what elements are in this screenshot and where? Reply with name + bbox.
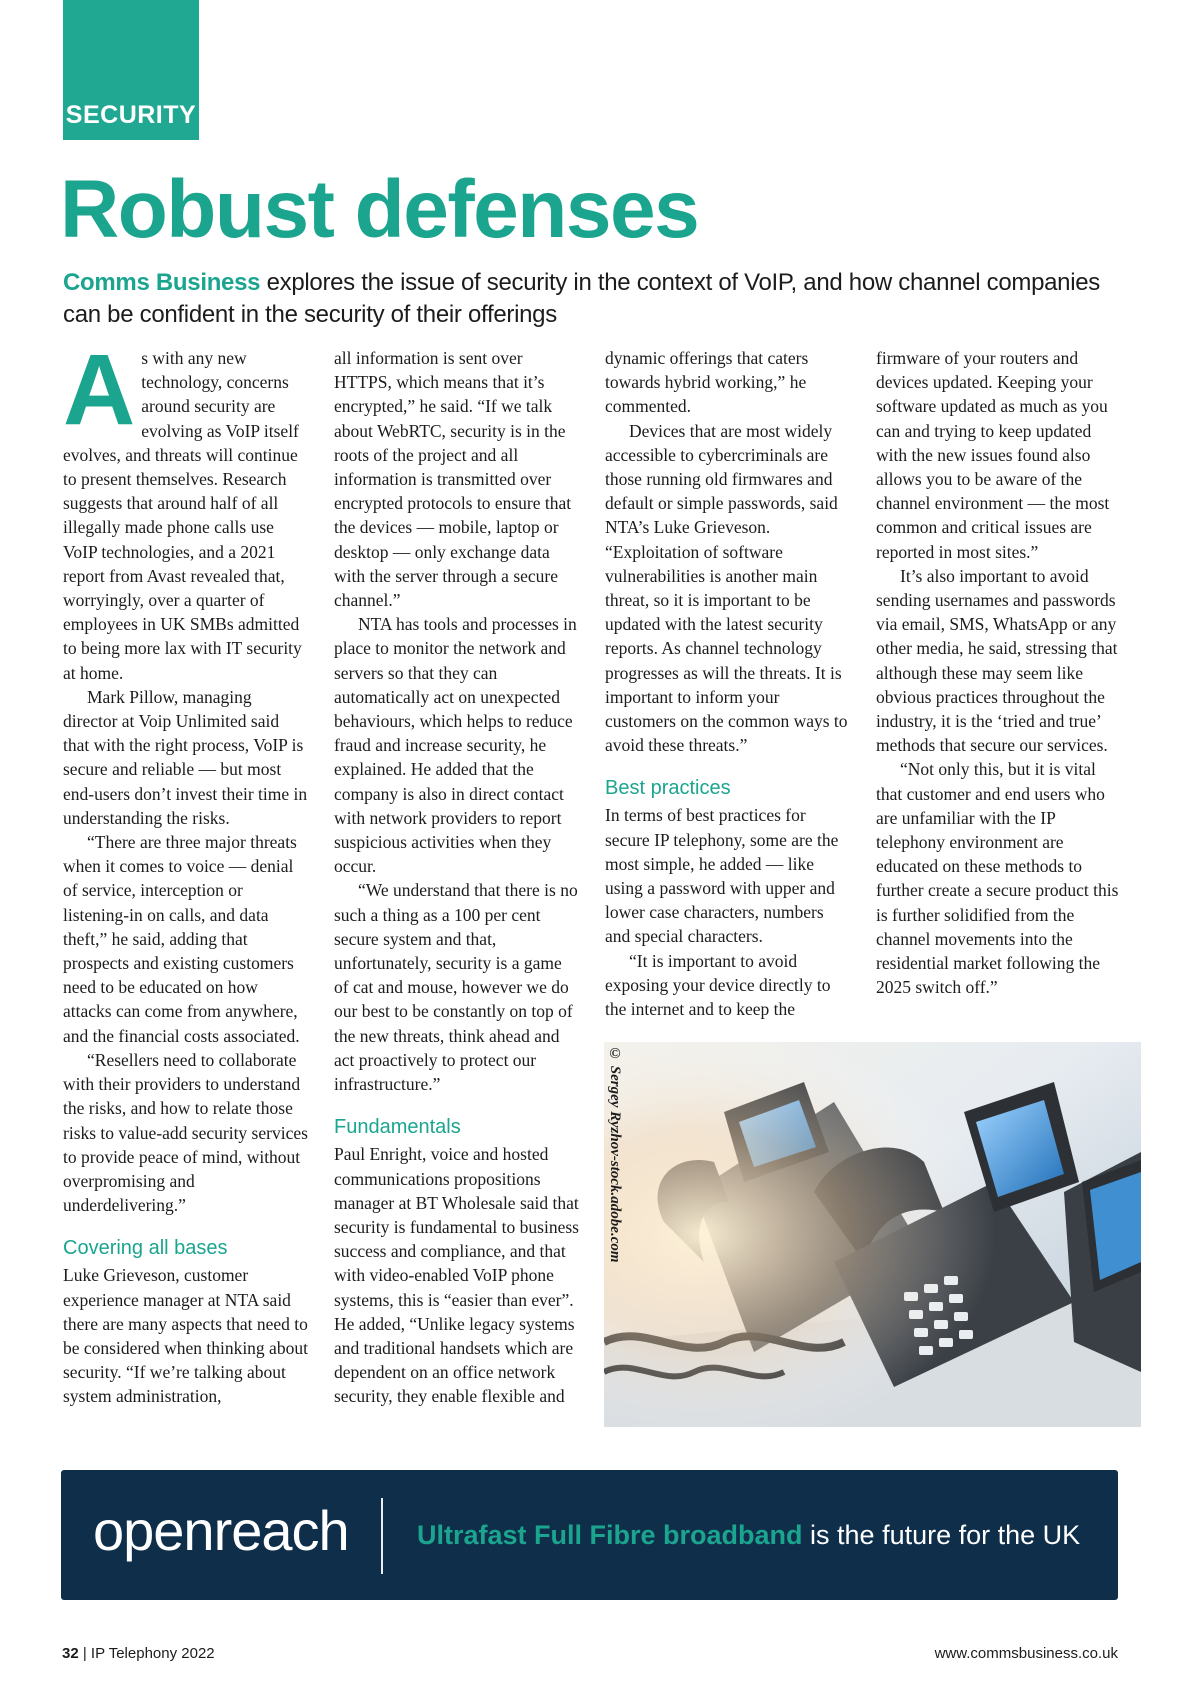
openreach-ad-banner[interactable] (61, 1470, 1118, 1600)
article-column-3 (605, 346, 851, 1021)
photo-credit: © Sergey Ryzhov-stock.adobe.com (607, 1046, 623, 1263)
article-column-1 (63, 334, 309, 1409)
paragraph: Luke Grieveson, customer experience manager at NTA said there are many aspects that need to be considered when thinking about security. “If we’re talking about system administration, (63, 1265, 308, 1407)
paragraph: all information is sent over HTTPS, which means that it’s encrypted,” he said. “If we talk about WebRTC, security is in the roots of the project and all information is transmitted over encrypted protocols to ensure that the devices — mobile, laptop or desktop — only exchange data with the server through a secure channel.” (334, 348, 572, 611)
footer-website[interactable]: www.commsbusiness.co.uk (934, 1645, 1118, 1662)
paragraph: “We understand that there is no such a thing as a 100 per cent secure system and that, unfortunately, security is a game of cat and mouse, however we do our best to be constantly on top of the new threats, think ahead and act proactively to protect our infrastructure.” (334, 880, 578, 1095)
paragraph: “Not only this, but it is vital that customer and end users who are unfamiliar with the IP telephony environment are educated on these methods to further create a secure product this is further solidified from the channel movements into the residential market following the 2025 switch off.” (876, 759, 1119, 998)
standfirst-brand: Comms Business (63, 269, 261, 296)
page-number: 32 (62, 1645, 79, 1662)
paragraph: “It is important to avoid exposing your device directly to the internet and to keep the (605, 950, 831, 1020)
subheading-fundamentals: Fundamentals (334, 1116, 461, 1139)
article-column-4 (876, 346, 1122, 999)
drop-cap: A (63, 334, 136, 446)
section-label: SECURITY (65, 101, 197, 129)
paragraph: dynamic offerings that caters towards hybrid working,” he commented. (605, 348, 809, 417)
banner-tagline (417, 1520, 1080, 1551)
openreach-logo: openreach (93, 1499, 349, 1562)
paragraph: “There are three major threats when it comes to voice — denial of service, interception or listening-in on calls, and data theft,” he said, adding that prospects and existing customers need to be educated on how attacks can come from anywhere, and the financial costs associated. (63, 832, 300, 1046)
publication-name: IP Telephony 2022 (90, 1645, 215, 1662)
paragraph: “Resellers need to collaborate with their providers to understand the risks, and how to relate those risks to value-add security services to provide peace of mind, without overpromising and underdelivering.” (63, 1049, 308, 1216)
ip-phones-photo (604, 1042, 1141, 1427)
banner-tagline-rest: is the future for the UK (802, 1520, 1081, 1550)
paragraph: In terms of best practices for secure IP telephony, some are the most simple, he added — like using a password with upper and lower case characters, numbers and special characters. (605, 805, 839, 947)
paragraph: Mark Pillow, managing director at Voip Unlimited said that with the right process, VoIP is secure and reliable — but most end-users don’t invest their time in understanding the risks. (63, 686, 308, 828)
paragraph: s with any new technology, concerns around security are evolving as VoIP itself evolves, and threats will continue to present themselves. Research suggests that around half of all illegally made phone calls use VoIP technologies, and a 2021 report from Avast revealed that, worryingly, over a quarter of employees in UK SMBs admitted to being more lax with IT security at home. (63, 348, 302, 683)
paragraph: Paul Enright, voice and hosted communications propositions manager at BT Wholesale said that security is fundamental to business success and compliance, and that with video-enabled VoIP phone systems, this is “easier than ever”. He added, “Unlike legacy systems and traditional handsets which are dependent on an office network security, they enable flexible and (334, 1144, 579, 1407)
paragraph: firmware of your routers and devices updated. Keeping your software updated as much as you can and trying to keep updated with the new issues found also allows you to be aware of the channel environment — the most common and critical issues are reported in most sites.” (876, 348, 1110, 562)
footer-separator: | (78, 1645, 91, 1662)
subheading-covering-all-bases: Covering all bases (63, 1237, 228, 1260)
page-title: Robust defenses (60, 164, 699, 255)
subheading-best-practices: Best practices (605, 777, 731, 800)
paragraph: NTA has tools and processes in place to monitor the network and servers so that they can automatically act on unexpected behaviours, which helps to reduce fraud and increase security, he explained. He added that the company is also in direct contact with network providers to report suspicious activities when they occur. (334, 614, 577, 877)
paragraph: Devices that are most widely accessible to cybercriminals are those running old firmwares and default or simple passwords, said NTA’s Luke Grieveson. “Exploitation of software vulnerabilities is another main threat, so it is important to be updated with the latest security reports. As channel technology progresses as will the threats. It is important to inform your customers on the common ways to avoid these threats.” (605, 420, 848, 756)
section-tab (63, 0, 199, 140)
paragraph: It’s also important to avoid sending usernames and passwords via email, SMS, WhatsApp or any other media, he said, stressing that although these may seem like obvious practices throughout the industry, it is the ‘tried and true’ methods that secure our services. (876, 565, 1118, 756)
footer-page-info (62, 1645, 215, 1662)
standfirst (63, 267, 1123, 331)
standfirst-text: explores the issue of security in the context of VoIP, and how channel companies can be confident in the security of their offerings (63, 269, 1100, 328)
banner-highlight: Ultrafast Full Fibre broadband (417, 1520, 803, 1550)
banner-divider (381, 1498, 383, 1574)
article-column-2 (334, 346, 580, 1409)
